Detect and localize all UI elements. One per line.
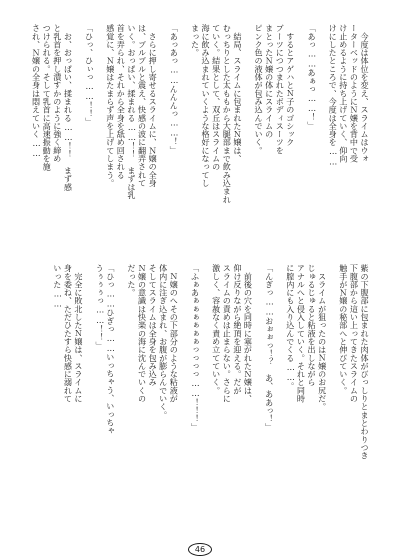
upper-text-block: 今度は体位を変え、スライムはウォ ーターベッドのようにＮ嬢を背中で受 け止めるように持ち上げていく、仰向 けにしたところで、今度は全身を…… 「あっ……あぁっ……！」 するとアゲハとＮ子のゴシック ブーツにつつまれたボディスーツを まとったＮ嬢の体にスライムの ピンク色の液体が包み込んでいく。 結局、スライムに包まれたＮ嬢は、 むっちりとした太ももから大腿部まで飲み込まれ ていく。結果として、双丘はスライムの 海に飲み込まれていくような格好になってし まった。 「あっあっ……んんんっ……！」 さらに押し寄せるスライムに、Ｎ嬢の全身 は、ブルブルと震え、快感の波に翻弄されて いく。おっぱい、揉まれる……！！ まずは乳 首を弄られ、それから全身を舐め回される 感覚に、Ｎ嬢はたまらず声を上げてしまう。 「ひっ、ひぃっ……！！」 お、おっぱい、揉まれる……！！ まず感 と乳首を押し潰すかのように強く締め つけられる。そして乳首に高速振動を施 され、Ｎ嬢の全身は悶えていく…… <box>31 24 370 204</box>
lower-text-block: 紫の下腹部に包まれた肉体がびっしりとまとわりつき 下腹部から這い上ってきたスライムの 触手がＮ嬢の秘部へと伸びていく。 スライムが狙ったのはＮ嬢のお尻だ。 じゅるじゅると粘液を出しながら アナルへと侵入していく。それと同時 に膣内にも入り込んでくる……。 「んぎっ……おぉぉっ！？ あ、ああっ！」 前後の穴を同時に塞がれたＮ嬢は、 仰け反りながら絶頂を迎える。だが スライムの責めは止まらない。さらに 激しく、容赦なく責め立てていく。 「ふぁあぁぁぁぁぁぁっっっっ……！！！」 Ｎ嬢のへその下部分のような粘液が 体内に注ぎ込まれ、お腹が膨らんでいく。 そしてスライムは全身を包み込み Ｎ嬢の意識は快楽の海に沈んでいくの だった。 「ひっ……ひぎっ……いっちゃう、いっちゃ うぅぅぅっ……！！」 完全に敗北したＮ嬢は、スライムに 身を委ね、ただひたすら快感に溺れて いった…… <box>52 264 370 460</box>
page-number <box>0 537 400 556</box>
page-number-label: 46 <box>188 543 212 556</box>
